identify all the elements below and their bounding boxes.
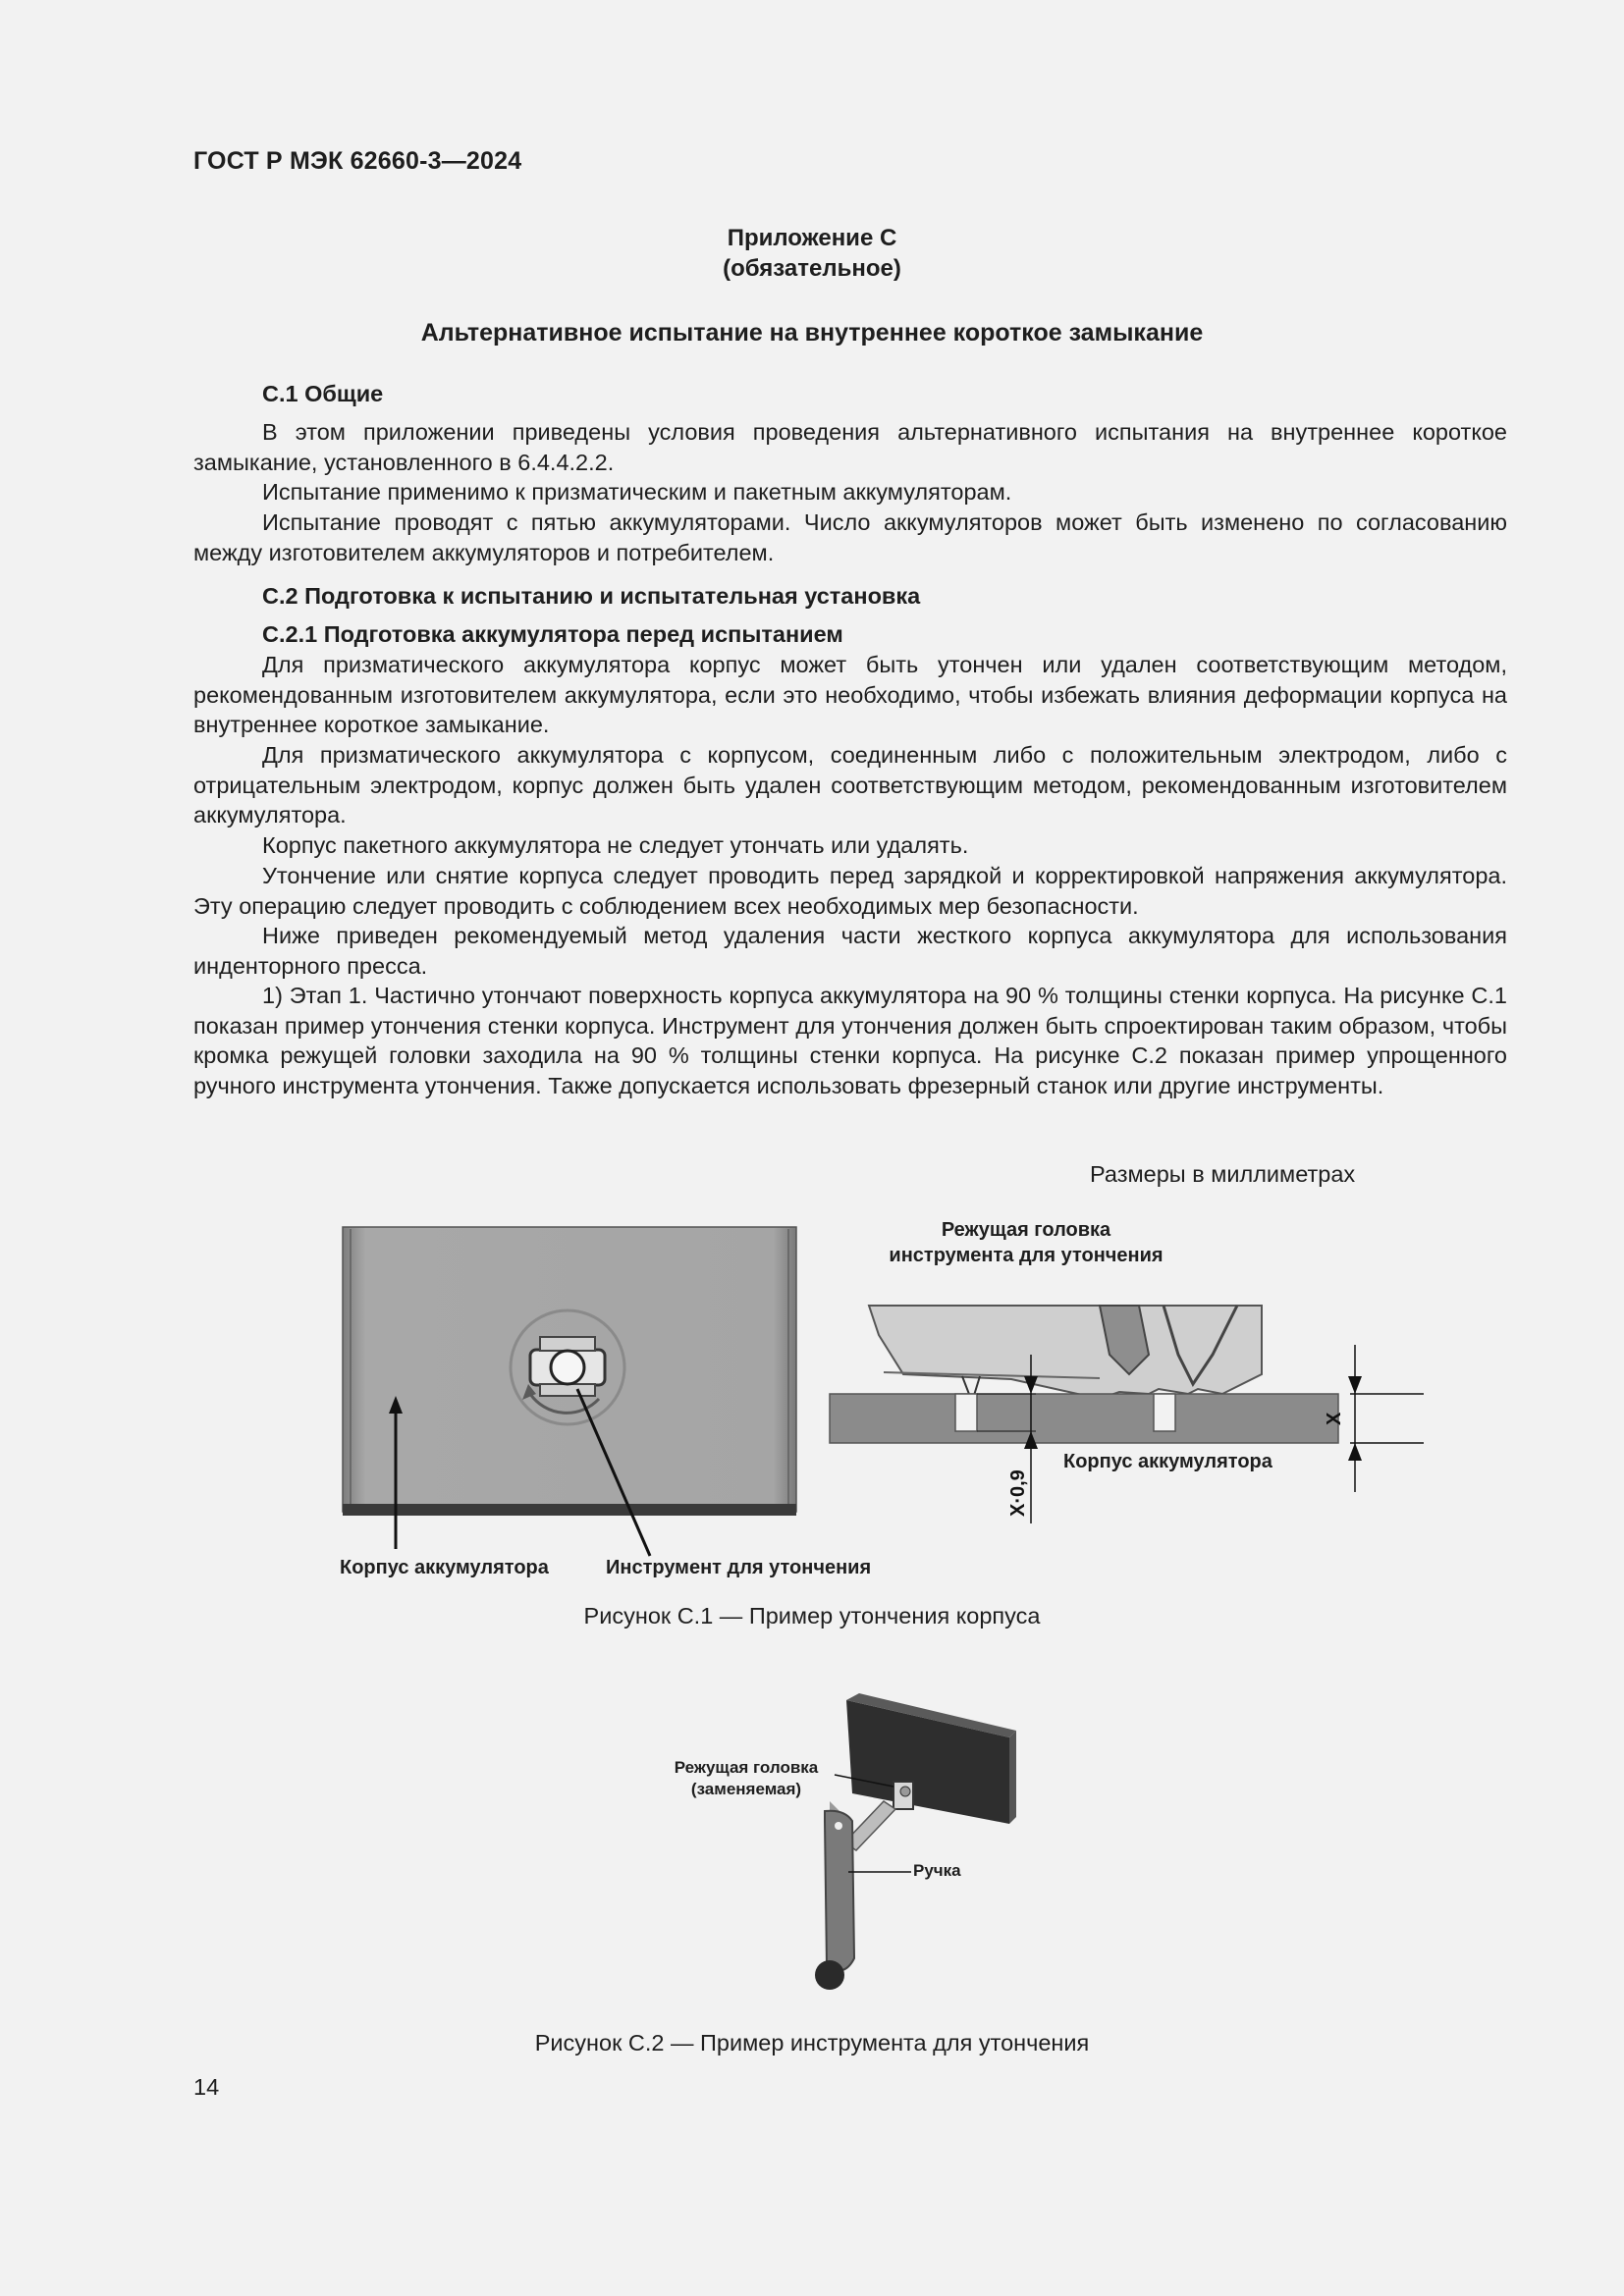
figure-c1-label-cutting-head-line1: Режущая головка [941, 1219, 1111, 1241]
figure-c1-caption: Рисунок С.1 — Пример утончения корпуса [583, 1603, 1041, 1629]
annex-title: Альтернативное испытание на внутреннее короткое замыкание [420, 319, 1204, 347]
figure-c1-right-drawing [825, 1296, 1414, 1531]
figure-c2-label-head-line1: Режущая головка [674, 1758, 819, 1777]
figure-c1-label-x: X [1324, 1412, 1345, 1425]
section-c1-paragraph-1: В этом приложении приведены условия проведения альтернативного испытания на внутреннее короткое замыкание, установленного в 6.4.4.2.2. [193, 419, 1507, 475]
battery-case-section [830, 1394, 1338, 1443]
figure-c2-label-head [638, 1757, 854, 1800]
figure-c2-caption: Рисунок С.2 — Пример инструмента для утончения [534, 2030, 1090, 2056]
figure-c2-drawing [785, 1693, 1041, 1998]
section-c1-heading: С.1 Общие [262, 381, 384, 406]
figure-c1-label-tool: Инструмент для утончения [606, 1557, 872, 1578]
section-c21-paragraph-6: 1) Этап 1. Частично утончают поверхность корпуса аккумулятора на 90 % толщины стенки корпуса. На рисунке С.1 показан пример утончения стенки корпуса. Инструмент для утончения должен быть спроектирован таким образом, чтобы кромка режущей головки заходила на 90 % толщины стенки корпуса. На рисунке С.2 показан пример упрощенного ручного инструмента утончения. Также допускается использовать фрезерный станок или другие инструменты. [193, 983, 1507, 1098]
figure-c1-label-cutting-head [864, 1217, 1188, 1268]
section-c21-paragraph-1: Для призматического аккумулятора корпус может быть утончен или удален соответствующим методом, рекомендованным изготовителем аккумулятора, если это необходимо, чтобы избежать влияния деформации корпуса на внутреннее короткое замыкание. [193, 652, 1507, 737]
annex-name: Приложение С [727, 225, 897, 251]
document-header: ГОСТ Р МЭК 62660-3—2024 [193, 147, 522, 175]
figure-c2-label-head-line2: (заменяемая) [690, 1780, 802, 1798]
section-c21-paragraph-3: Корпус пакетного аккумулятора не следует утончать или удалять. [262, 832, 969, 858]
section-c21-paragraph-5: Ниже приведен рекомендуемый метод удаления части жесткого корпуса аккумулятора для использования инденторного пресса. [193, 923, 1507, 979]
section-c2-heading: С.2 Подготовка к испытанию и испытательная установка [262, 583, 921, 609]
figure-c1-label-case-left: Корпус аккумулятора [340, 1557, 549, 1578]
figure-c2-label-handle: Ручка [913, 1861, 961, 1880]
figure-c1-label-cutting-head-line2: инструмента для утончения [889, 1245, 1164, 1266]
dimensions-note: Размеры в миллиметрах [1090, 1161, 1356, 1187]
section-c1-paragraph-3: Испытание проводят с пятью аккумуляторами. Число аккумуляторов может быть изменено по согласованию между изготовителем аккумуляторов и потребителем. [193, 509, 1507, 565]
section-c21-paragraph-4: Утончение или снятие корпуса следует проводить перед зарядкой и корректировкой напряжения аккумулятора. Эту операцию следует проводить с соблюдением всех необходимых мер безопасности. [193, 863, 1507, 919]
page-number: 14 [193, 2074, 220, 2100]
section-c21-heading: С.2.1 Подготовка аккумулятора перед испытанием [262, 621, 843, 647]
figure-c1-label-case-right: Корпус аккумулятора [1063, 1451, 1272, 1472]
figure-c1-left-drawing [334, 1217, 815, 1590]
figure-c1-label-x09: X·0,9 [1007, 1469, 1029, 1517]
section-c1-paragraph-2: Испытание применимо к призматическим и пакетным аккумуляторам. [262, 479, 1012, 505]
annex-type: (обязательное) [723, 255, 901, 282]
section-c21-paragraph-2: Для призматического аккумулятора с корпусом, соединенным либо с положительным электродом, либо с отрицательным электродом, корпус должен быть удален соответствующим методом, рекомендованным изготовителем аккумулятора. [193, 742, 1507, 828]
